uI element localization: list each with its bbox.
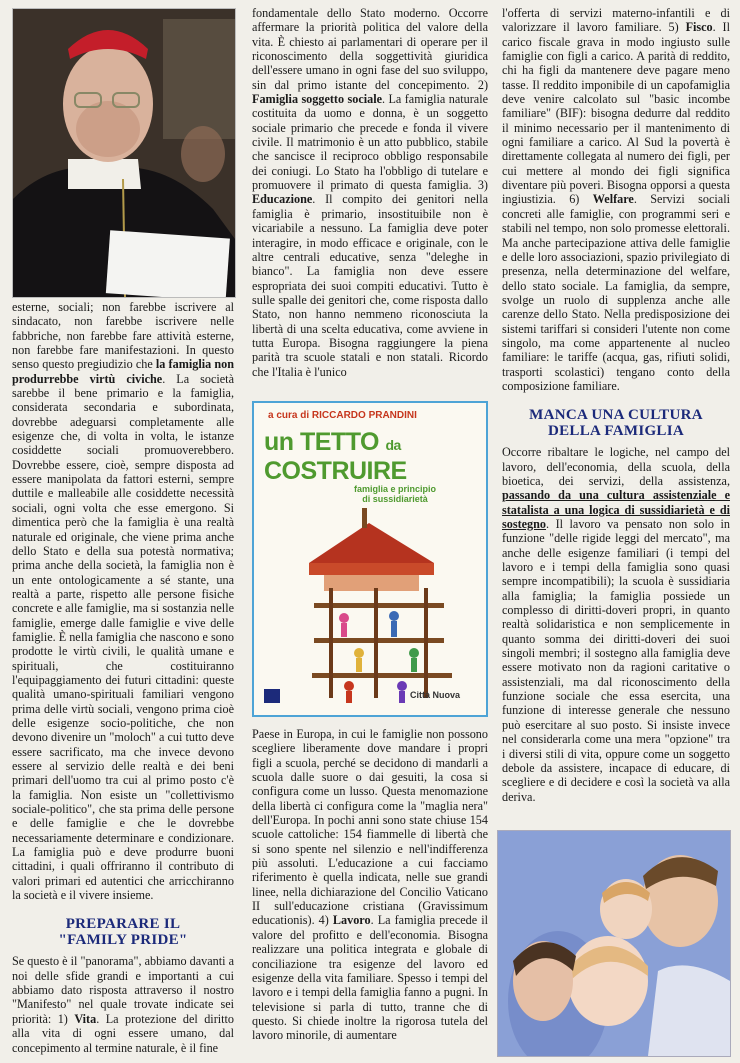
book-curator: a cura di RICCARDO PRANDINI <box>268 410 417 421</box>
right-paragraph-1 <box>502 6 730 393</box>
left-column <box>12 300 234 1055</box>
heading-line-1: MANCA UNA CULTURA <box>529 407 703 424</box>
right-top-text: l'offerta di servizi materno-infantili e di valorizzare il lavoro familiare. 5) <box>502 6 730 35</box>
right-top-bold-2: Welfare <box>592 192 634 207</box>
book-title <box>254 421 486 484</box>
middle-column-bottom <box>252 727 488 1043</box>
left-paragraph-2 <box>12 954 234 1054</box>
heading-line-1: PREPARARE IL <box>65 916 181 933</box>
middle-top-text-mid: . La famiglia naturale costituita da uomo e donna, è un soggetto sociale primario che precede e fonda il vivere civile. Il matrimonio è un atto pubblico, stabile che sancisce il reciproco obbligo responsabile dei coniugi. Lo Stato ha l'obbligo di tutelare e promuovere il primato di questa famiglia. 3) <box>252 92 488 193</box>
left-para2-bold: Vita <box>74 1011 97 1026</box>
book-cover <box>252 401 488 717</box>
middle-bottom-bold: Lavoro <box>332 913 371 928</box>
right-paragraph-2 <box>502 445 730 804</box>
family-illustration <box>498 831 730 1056</box>
section-heading-family-pride <box>12 916 234 948</box>
left-para1-text: esterne, sociali; non farebbe iscrivere al sindacato, non farebbe iscrivere nelle fabbriche, non farebbe fare attività esterne, non farebbe fare manifestazioni. In questo senso questo pregiudizio che <box>12 300 234 372</box>
cardinal-photo <box>12 8 236 298</box>
section-heading-cultura <box>502 407 730 439</box>
left-para1-bold: la famiglia non produrrebbe virtù civiche <box>12 357 234 386</box>
book-title-part-2: da <box>385 437 401 453</box>
heading-line-2: "FAMILY PRIDE" <box>58 932 188 949</box>
book-subtitle-line-2: di sussidiarietà <box>362 494 428 504</box>
right-para-bold-underline: passando da una cultura assistenziale e statalista a una logica di sussidiarietà e di sostegno <box>502 488 730 531</box>
cardinal-illustration <box>13 9 235 297</box>
middle-bottom-text: Paese in Europa, in cui le famiglie non possono scegliere liberamente dove mandare i propri figli a scuola, perché se decidono di mandarli a scuola dalle suore o dai gesuiti, la cosa si configura come un lusso. Questa menomazione della libertà ci configura come la "maglia nera" dell'Europa. In pochi anni sono state chiuse 154 scuole cattoliche: 154 fiammelle di libertà che si sono spente nel silenzio e nell'indifferenza più assoluti. L'educazione a cui facciamo riferimento è quella indicata, nelle sue grandi linee, nella dichiarazione del Concilio Vaticano II sull'educazione cristiana (Gravissimum educationis). 4) <box>252 727 488 928</box>
book-subtitle-line-1: famiglia e principio <box>353 484 436 494</box>
middle-top-bold-2: Educazione <box>252 192 313 207</box>
book-subtitle <box>254 484 486 504</box>
right-para-text: Occorre ribaltare le logiche, nel campo del lavoro, dell'economia, della scuola, della bioetica, dei servizi, della assistenza, <box>502 445 730 488</box>
heading-line-2: DELLA FAMIGLIA <box>547 423 685 440</box>
book-footer <box>264 687 476 707</box>
right-para-text-end: . Il lavoro va pensato non solo in funzione "delle rigide leggi del mercato", ma anche delle esigenze familiari (i tempi del lavoro e i tempi della famiglia sono quasi sempre incompatibili); la scuola è sussidiaria alla famiglia; la famiglia possiede un complesso di diritti-doveri propri, in quanto realtà solidaristica e non semplicemente in quanto somma dei diritti-doveri dei suoi singoli membri; il sostegno alla famiglia deve essere motivato non da ragioni caritative o assistenziali, ma dal riconoscimento della funzione sociale che essa esercita, una funzione di interesse generale che nessuno può esercitare al suo posto. Si insiste invece nel considerarla come una mera "opzione" tra i diversi stili di vita, oppure come un soggetto debole da assistere, incapace di educare, di scegliere e di decidere e così la società va alla deriva. <box>502 517 730 804</box>
middle-top-text: fondamentale dello Stato moderno. Occorre affermare la priorità politica del valore della vita. È chiesto ai parlamentari di operare per il riconoscimento della soggettività giuridica dell'essere umano in ogni fase del suo sviluppo, sin dal primo istante del concepimento. 2) <box>252 6 488 92</box>
right-top-bold-1: Fisco <box>685 20 713 35</box>
middle-paragraph-top <box>252 6 488 379</box>
middle-top-text-end: . Il compito dei genitori nella famiglia è primario, insostituibile non è vicariabile a nessuno. La famiglia deve poter interagire, in modo efficace e originale, con le altre centrali educative, senza "deleghe in bianco". La famiglia non deve essere espropriata dei suoi compiti educativi. Tutto è sulle spalle dei genitori che, come risposta dallo Stato, non hanno nemmeno riconosciuta la libertà di una scelta educativa, come avviene in tutta Europa. Bisogna raggiungere la piena parità tra scuole statali e non statali. Ricordo che l'Italia è l'unico <box>252 192 488 379</box>
book-title-part-3: COSTRUIRE <box>264 457 407 485</box>
middle-paragraph-bottom <box>252 727 488 1043</box>
left-para2-text-end: . La protezione del diritto alla vita di ogni essere umano, dal concepimento al termine naturale, è il fine <box>12 1011 234 1055</box>
family-photo <box>497 830 731 1057</box>
left-para2-text: Se questo è il "panorama", abbiamo davanti a noi delle sfide grandi e importanti a cui abbiamo dato risposta attraverso il nostro "Manifesto" nel quale trovate indicate sei priorità: 1) <box>12 954 234 1026</box>
left-para1-text-end: . La società sarebbe il bene primario e la famiglia, considerata secondaria e subordinata, dovrebbe adeguarsi completamente alle esigenze che, di volta in volta, le istanze cosiddette sociali promuoverebbero. Dovrebbe essere, cioè, sempre disposta ad essere manipolata da fattori esterni, sempre duttile e malleabile alle cosiddette necessità sociali, ogni volta che esse emergono. Si dimentica però che la famiglia è una realtà naturale ed originale, che viene prima anche dello Stato e della sua potestà normativa; prima anche della società, la famiglia non è un ente ontologicamente a sé stante, una realtà a parte, rispetto alle persone fisiche concrete e alle famiglie, ma si sostanzia nelle famiglie, emerge dalle famiglie e vive delle famiglie. È nella famiglia che nascono e sono prodotte le virtù civili, le qualità umane e spirituali, che costituiranno l'equipaggiamento dei futuri cittadini: queste qualità umano-spirituali familiari vengono prima delle virtù sociali, vengono prima cioè delle esigenze socio-politiche, che non devono divenire un "moloch" a cui tutto deve essere sacrificato, ma che invece devono essere al servizio delle realtà e dei beni primari dell'uomo tra cui al primo posto c'è la famiglia. Non esiste un "collettivismo sociale-politico", che sta prima delle persone e delle famiglie e che le dovrebbe necessariamente determinare e condizionare. La famiglia può e deve produrre buoni cittadini, i quali offriranno il contributo di valori primari ed autentici che arricchiranno la società e il vivere insieme. <box>12 371 235 903</box>
right-top-text-mid: . Il carico fiscale grava in modo ingiusto sulle famiglie con figli a carico. A parità di reddito, chi ha figli da mantenere deve pagare meno tasse. Il reddito imponibile di un capofamiglia deve venire calcolato sul "basic incombe familiare" (BIF): bisogna dedurre dal reddito il minimo necessario per il mantenimento di ogni familiare a carico. Al Sud la povertà è direttamente collegata al numero dei figli, per cui mettere al mondo dei figli significa diventare più poveri. Bisogna opporsi a questa ingiustizia. 6) <box>502 20 730 207</box>
book-illustration <box>254 508 486 703</box>
middle-bottom-text-end: . La famiglia precede il valore del profitto e dell'economia. Bisogna realizzare una politica integrata e globale di conciliazione tra esigenze del lavoro ed esigenze della vita familiare. Spesso i tempi del lavoro e i tempi della famiglia fanno a pugni. In televisione si parla di tutto, tranne che di questo. Si chiede inoltre la rigorosa tutela del lavoro minorile, di aumentare <box>252 913 488 1043</box>
publisher-name: Città Nuova <box>409 690 460 700</box>
publisher-logo-icon <box>264 689 280 703</box>
right-top-text-end: . Servizi sociali concreti alle famiglie, con programmi seri e stabili nel tempo, non solo promesse elettorali. Ma anche partecipazione attiva delle famiglie e delle loro associazioni, spazio privilegiato di presenza, nella determinazione del welfare, dello stato sociale. La famiglia, da sempre, svolge un ruolo di supplenza anche alle carenze dello Stato. Nella predisposizione dei sistemi tariffari si consideri l'utente non come singolo, ma come appartenente al nucleo familiare: le tariffe (acqua, gas, rifiuti solidi, trasporti scolastici) tengano conto della composizione familiare. <box>502 192 730 393</box>
right-column <box>502 6 730 804</box>
middle-top-bold-1: Famiglia soggetto sociale <box>252 92 383 107</box>
book-title-part-1: un TETTO <box>264 428 379 456</box>
left-paragraph-1 <box>12 300 234 902</box>
middle-column-top <box>252 6 488 379</box>
